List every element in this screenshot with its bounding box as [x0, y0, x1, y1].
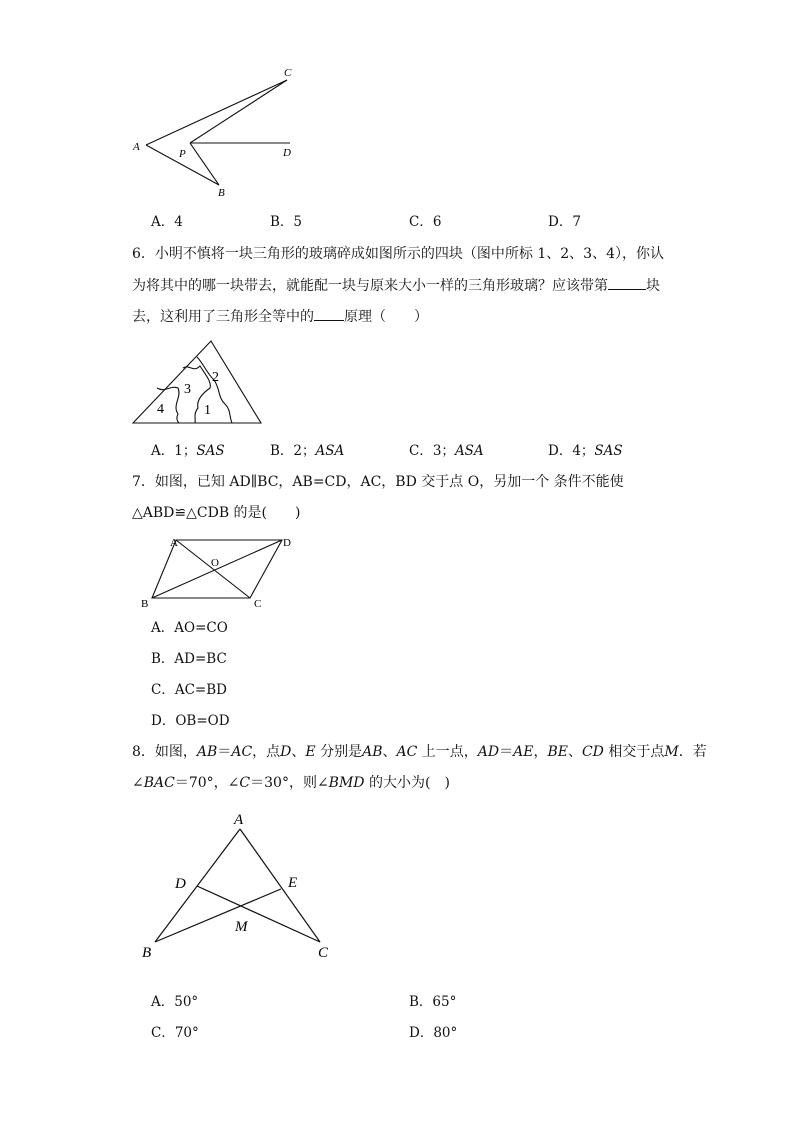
- q6-stem-text: 块: [646, 278, 660, 294]
- option-value: 80°: [433, 1025, 458, 1041]
- q6-label-1: 1: [204, 403, 211, 418]
- option-key: D．: [409, 1025, 434, 1041]
- q8-math: AB: [362, 744, 383, 760]
- option-key: A．: [151, 214, 175, 230]
- option-value: 7: [572, 214, 581, 230]
- q8-text: ．若: [678, 744, 707, 760]
- option-key: B．: [270, 214, 294, 230]
- option-key: D．: [151, 713, 176, 729]
- option-rule: SAS: [594, 443, 623, 459]
- option-rule: SAS: [196, 443, 225, 459]
- option-key: A．: [151, 443, 175, 459]
- option-value: 65°: [432, 994, 457, 1010]
- q8-option-b[interactable]: [409, 993, 456, 1011]
- option-key: D．: [548, 443, 573, 459]
- q8-label-a: A: [234, 812, 244, 828]
- option-key: B．: [409, 994, 433, 1010]
- option-value: 5: [293, 214, 303, 230]
- q8-math: AC: [231, 744, 253, 760]
- q8-math: M: [664, 744, 679, 760]
- q8-math: AD: [477, 744, 500, 760]
- q8-text: ，点: [252, 744, 281, 760]
- q6-label-4: 4: [157, 402, 164, 417]
- q6-stem-text: 原理（ ）: [344, 309, 428, 325]
- option-value: 1；: [174, 443, 197, 459]
- q8-text: 、: [291, 744, 306, 760]
- q8-text: 8．如图，: [132, 744, 197, 760]
- q7-stem-line1: 7．如图，已知 AD∥BC，AB=CD，AC，BD 交于点 O，另加一个 条件不能使: [132, 474, 624, 490]
- q8-text: ∠: [132, 775, 144, 791]
- q8-text: ＝: [217, 744, 232, 760]
- q8-text: ＝70°，∠: [174, 775, 240, 791]
- q8-label-e: E: [288, 875, 298, 891]
- q8-label-b: B: [142, 945, 152, 961]
- option-key: A．: [151, 620, 175, 636]
- q8-text: 分别是: [315, 744, 363, 760]
- option-value: 50°: [174, 994, 199, 1010]
- q6-stem-text: 去，这利用了三角形全等中的: [132, 309, 314, 325]
- option-key: C．: [151, 1025, 175, 1041]
- q8-option-c[interactable]: [151, 1024, 199, 1042]
- q8-math: AB: [196, 744, 218, 760]
- q8-option-a[interactable]: [151, 993, 198, 1011]
- q7-label-c: C: [254, 598, 262, 610]
- option-value: 4: [174, 214, 183, 230]
- q6-stem-text: 为将其中的哪一块带去，就能配一块与原来大小一样的三角形玻璃？应该带第: [132, 278, 608, 294]
- q8-label-c: C: [318, 945, 329, 961]
- option-key: B．: [270, 443, 294, 459]
- option-value: 3；: [432, 443, 455, 459]
- q5-label-c: C: [284, 67, 292, 79]
- q8-text: 的大小为( ): [364, 775, 450, 791]
- q8-math: C: [239, 775, 251, 791]
- q8-math: AC: [396, 744, 418, 760]
- q8-text: 相交于点: [603, 744, 665, 760]
- q8-math: CD: [581, 744, 604, 760]
- q8-math: D: [280, 744, 292, 760]
- q5-label-d: D: [283, 147, 291, 159]
- option-key: B．: [151, 651, 175, 667]
- option-value: 2；: [293, 443, 316, 459]
- q5-label-b: B: [218, 187, 225, 199]
- q8-text: 、: [382, 744, 397, 760]
- q7-label-o: O: [211, 557, 219, 569]
- q8-math: BMD: [328, 775, 365, 791]
- option-value: AD=BC: [174, 651, 227, 667]
- option-key: C．: [409, 443, 433, 459]
- q8-text: ＝30°，则∠: [250, 775, 329, 791]
- option-key: A．: [151, 994, 175, 1010]
- q5-label-a: A: [133, 141, 140, 153]
- q8-math: BAC: [143, 775, 175, 791]
- q8-text: ＝: [499, 744, 514, 760]
- option-value: 70°: [174, 1025, 199, 1041]
- q6-label-2: 2: [212, 370, 219, 385]
- q8-option-d[interactable]: [409, 1024, 457, 1042]
- option-key: C．: [151, 682, 175, 698]
- q8-math: BE: [547, 744, 568, 760]
- q6-label-3: 3: [184, 382, 191, 397]
- q7-label-a: A: [170, 537, 178, 549]
- option-key: C．: [409, 214, 433, 230]
- q7-stem-line2: △ABD≌△CDB 的是( ): [132, 505, 301, 521]
- q6-stem-line1: 6．小明不慎将一块三角形的玻璃碎成如图所示的四块（图中所标 1、2、3、4），你认: [132, 246, 664, 262]
- option-value: AO=CO: [174, 620, 228, 636]
- option-value: AC=BD: [174, 682, 227, 698]
- option-value: 6: [432, 214, 442, 230]
- q8-text: 上一点，: [417, 744, 478, 760]
- q8-label-d: D: [175, 876, 186, 892]
- q8-text: ，: [533, 744, 548, 760]
- option-rule: ASA: [315, 443, 345, 459]
- q7-label-b: B: [141, 598, 149, 610]
- q8-math: AE: [513, 744, 534, 760]
- q5-label-p: P: [179, 148, 186, 160]
- q8-text: 、: [567, 744, 582, 760]
- q8-math: E: [305, 744, 316, 760]
- option-value: 4；: [572, 443, 595, 459]
- option-rule: ASA: [454, 443, 484, 459]
- option-value: OB=OD: [175, 713, 230, 729]
- q7-label-d: D: [283, 537, 291, 549]
- q8-label-m: M: [235, 919, 248, 935]
- option-key: D．: [548, 214, 573, 230]
